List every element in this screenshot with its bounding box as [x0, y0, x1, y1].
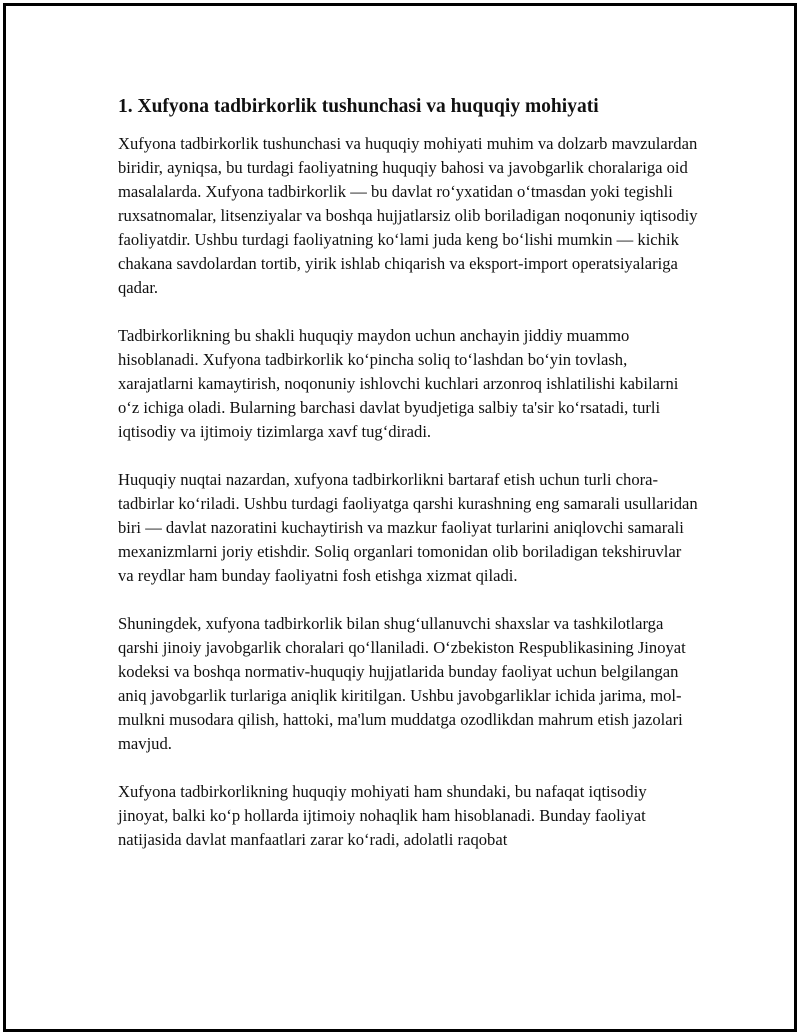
- section-heading: 1. Xufyona tadbirkorlik tushunchasi va huquqiy mohiyati: [118, 96, 599, 117]
- document-body: [118, 94, 698, 876]
- paragraph-1: Xufyona tadbirkorlik tushunchasi va huquqiy mohiyati muhim va dolzarb mavzulardan biridir, ayniqsa, bu turdagi faoliyatning huquqiy bahosi va javobgarlik choralariga oid masalalarda. Xufyona tadbirkorlik — bu davlat ro‘yxatidan o‘tmasdan yoki tegishli ruxsatnomalar, litsenziyalar va boshqa hujjatlarsiz olib boriladigan noqonuniy iqtisodiy faoliyatdir. Ushbu turdagi faoliyatning ko‘lami juda keng bo‘lishi mumkin — kichik chakana savdolardan tortib, yirik ishlab chiqarish va eksport-import operatsiyalariga qadar.: [118, 134, 698, 297]
- paragraph-3: Huquqiy nuqtai nazardan, xufyona tadbirkorlikni bartaraf etish uchun turli chora-tadbirlar ko‘riladi. Ushbu turdagi faoliyatga qarshi kurashning eng samarali usullaridan biri — davlat nazoratini kuchaytirish va mazkur faoliyat turlarini aniqlovchi samarali mexanizmlarni joriy etishdir. Soliq organlari tomonidan olib boriladigan tekshiruvlar va reydlar ham bunday faoliyatni fosh etishga xizmat qiladi.: [118, 470, 698, 585]
- paragraph-2: Tadbirkorlikning bu shakli huquqiy maydon uchun anchayin jiddiy muammo hisoblanadi. Xufyona tadbirkorlik ko‘pincha soliq to‘lashdan bo‘yin tovlash, xarajatlarni kamaytirish, noqonuniy ishlovchi kuchlari arzonroq ishlatilishi kabilarni o‘z ichiga oladi. Bularning barchasi davlat byudjetiga salbiy ta'sir ko‘rsatadi, turli iqtisodiy va ijtimoiy tizimlarga xavf tug‘diradi.: [118, 326, 679, 441]
- paragraph-4: Shuningdek, xufyona tadbirkorlik bilan shug‘ullanuvchi shaxslar va tashkilotlarga qarshi jinoiy javobgarlik choralari qo‘llaniladi. O‘zbekiston Respublikasining Jinoyat kodeksi va boshqa normativ-huquqiy hujjatlarida bunday faoliyat uchun belgilangan aniq javobgarlik turlariga aniqlik kiritilgan. Ushbu javobgarliklar ichida jarima, mol-mulkni musodara qilish, hattoki, ma'lum muddatga ozodlikdan mahrum etish jazolari mavjud.: [118, 614, 686, 753]
- paragraph-5: Xufyona tadbirkorlikning huquqiy mohiyati ham shundaki, bu nafaqat iqtisodiy jinoyat, balki ko‘p hollarda ijtimoiy nohaqlik ham hisoblanadi. Bunday faoliyat natijasida davlat manfaatlari zarar ko‘radi, adolatli raqobat: [118, 782, 647, 849]
